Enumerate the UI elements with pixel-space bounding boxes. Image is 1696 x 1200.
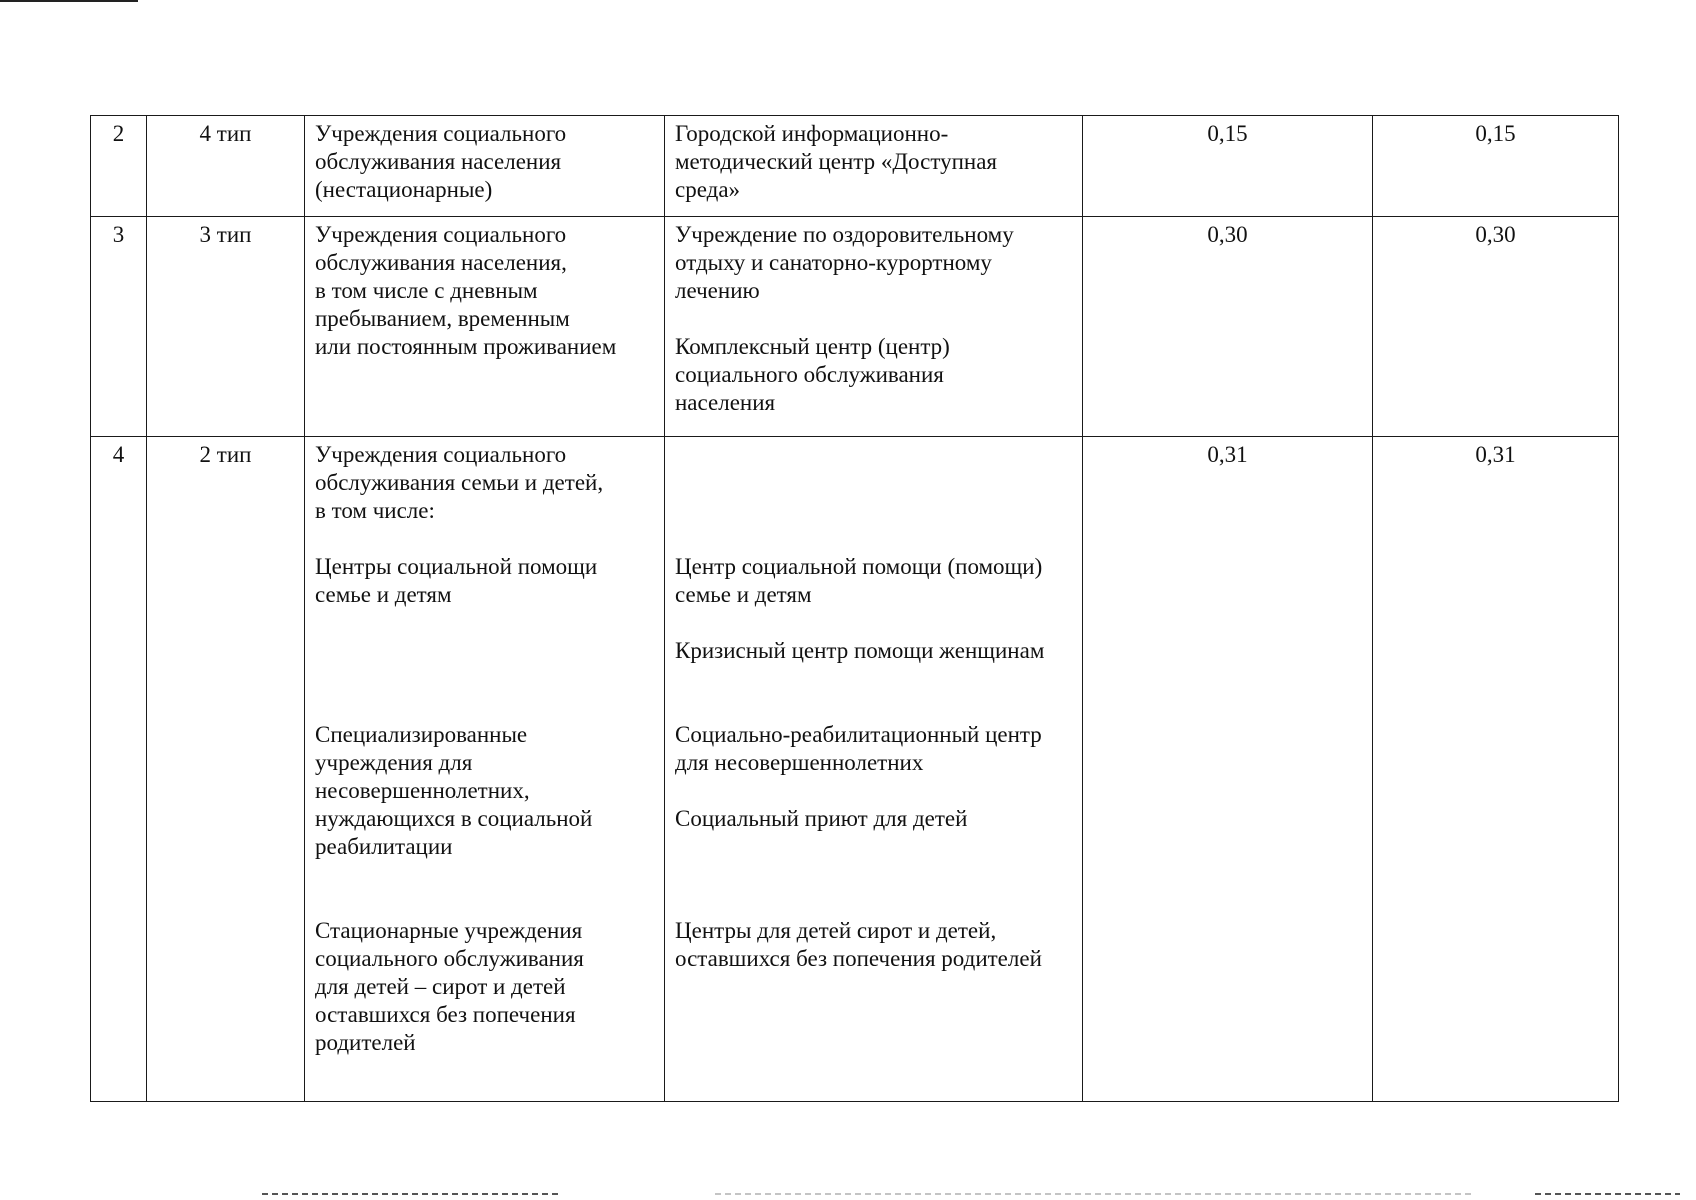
category-text: Стационарные учреждения социального обслуживания для детей – сирот и детей оставшихся без попечения родителей xyxy=(315,918,584,1055)
row-number: 3 xyxy=(91,217,147,437)
scan-bottom-dash xyxy=(1535,1193,1680,1195)
institution-text: Социально-реабилитационный центр для несовершеннолетних xyxy=(675,722,1042,775)
institution-text: Учреждение по оздоровительному отдыху и санаторно-курортному лечению xyxy=(675,222,1014,303)
category-text: Учреждения социального обслуживания населения (нестационарные) xyxy=(315,121,567,202)
institutions-cell xyxy=(665,437,1083,1102)
category-cell xyxy=(305,437,665,1102)
row-number: 2 xyxy=(91,116,147,217)
institution-text: Комплексный центр (центр) социального обслуживания населения xyxy=(675,334,950,415)
institutions-cell xyxy=(665,217,1083,437)
institution-text: Городской информационно- методический центр «Доступная среда» xyxy=(675,121,997,202)
institution-text: Кризисный центр помощи женщинам xyxy=(675,638,1045,663)
value-cell-1: 0,31 xyxy=(1083,437,1373,1102)
table-row xyxy=(91,217,1619,437)
category-cell xyxy=(305,116,665,217)
value-cell-1: 0,15 xyxy=(1083,116,1373,217)
row-type: 3 тип xyxy=(147,217,305,437)
table-row xyxy=(91,437,1619,1102)
row-number: 4 xyxy=(91,437,147,1102)
institutions-cell xyxy=(665,116,1083,217)
scan-bottom-dash xyxy=(262,1193,562,1195)
category-cell xyxy=(305,217,665,437)
scan-bottom-dash xyxy=(715,1193,1475,1195)
value-cell-2: 0,15 xyxy=(1373,116,1619,217)
value-cell-2: 0,30 xyxy=(1373,217,1619,437)
institution-text: Центры для детей сирот и детей, оставшихся без попечения родителей xyxy=(675,918,1042,971)
category-text: Учреждения социального обслуживания семьи и детей, в том числе: xyxy=(315,442,604,523)
row-type: 4 тип xyxy=(147,116,305,217)
institution-text: Социальный приют для детей xyxy=(675,806,968,831)
institution-text: Центр социальной помощи (помощи) семье и детям xyxy=(675,554,1043,607)
category-text: Центры социальной помощи семье и детям xyxy=(315,554,598,607)
coefficients-table xyxy=(90,115,1619,1102)
category-text: Специализированные учреждения для несовершеннолетних, нуждающихся в социальной реабилитации xyxy=(315,722,593,859)
row-type: 2 тип xyxy=(147,437,305,1102)
value-cell-1: 0,30 xyxy=(1083,217,1373,437)
table-row xyxy=(91,116,1619,217)
category-text: Учреждения социального обслуживания населения, в том числе с дневным пребыванием, временным или постоянным проживанием xyxy=(315,222,617,359)
scan-top-line xyxy=(0,0,138,2)
value-cell-2: 0,31 xyxy=(1373,437,1619,1102)
